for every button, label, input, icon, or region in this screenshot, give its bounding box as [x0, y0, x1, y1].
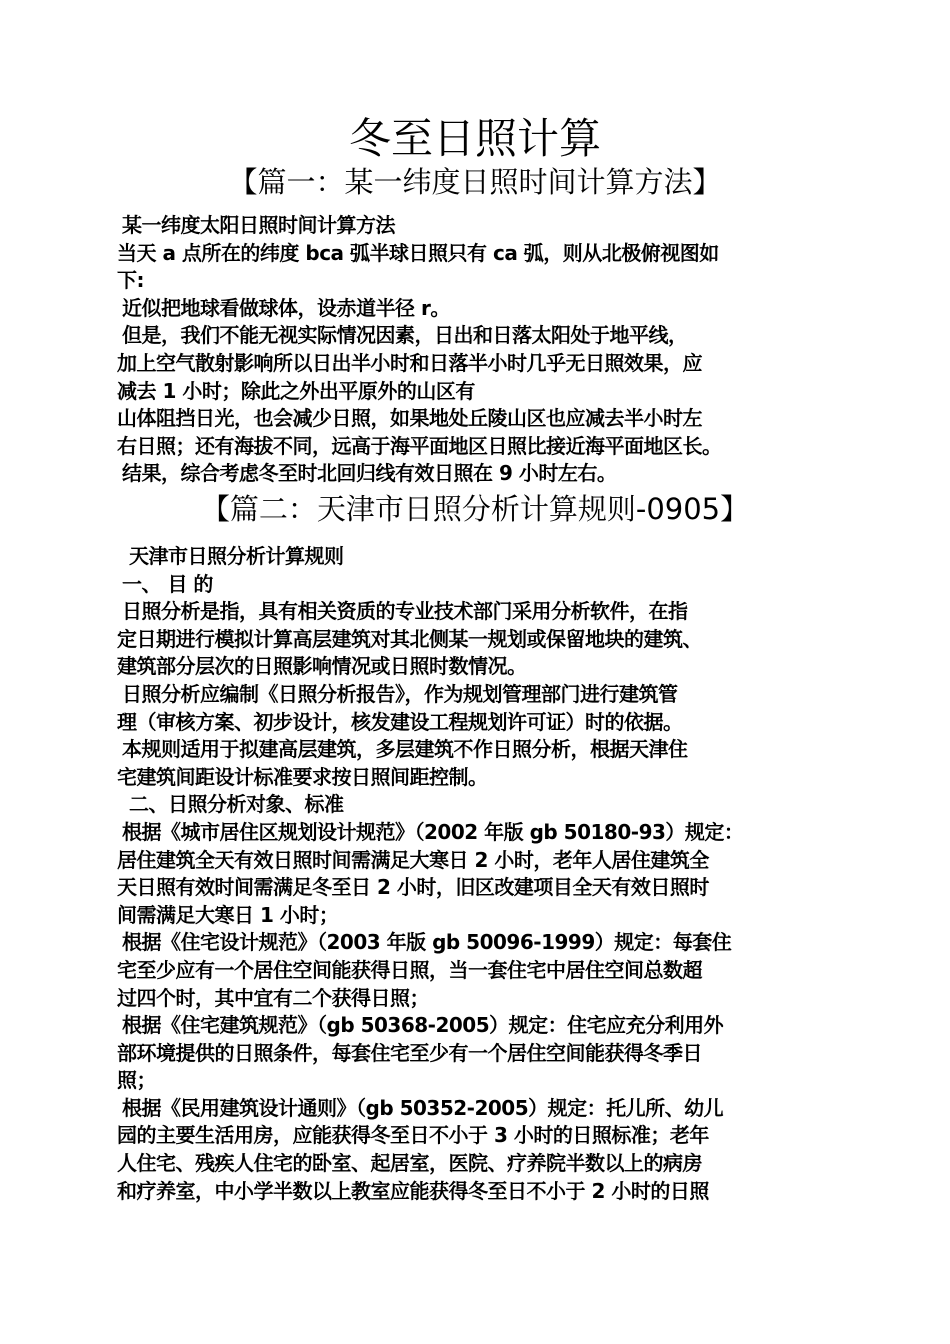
text-line: 根据《住宅建筑规范》（gb 50368-2005）规定：住宅应充分利用外	[122, 1013, 724, 1038]
text-line: 和疗养室，中小学半数以上教室应能获得冬至日不小于 2 小时的日照	[117, 1178, 709, 1203]
text-line: 根据《住宅设计规范》（2003 年版 gb 50096-1999）规定：每套住	[122, 930, 732, 955]
text-line: 人住宅、残疾人住宅的卧室、起居室，医院、疗养院半数以上的病房	[117, 1151, 702, 1176]
section-1-heading: 【篇一：某一纬度日照时间计算方法】	[228, 165, 722, 199]
text-line: 宅建筑间距设计标准要求按日照间距控制。	[117, 764, 488, 789]
text-line: 但是，我们不能无视实际情况因素，日出和日落太阳处于地平线，	[122, 323, 688, 348]
text-line: 居住建筑全天有效日照时间需满足大寒日 2 小时，老年人居住建筑全	[117, 847, 709, 872]
section-2-heading: 【篇二：天津市日照分析计算规则-0905】	[200, 492, 750, 526]
text-line: 过四个时，其中宜有二个获得日照；	[117, 985, 429, 1010]
text-line: 二、日照分析对象、标准	[129, 792, 344, 817]
text-line: 某一纬度太阳日照时间计算方法	[122, 213, 395, 237]
text-line: 山体阻挡日光，也会减少日照，如果地处丘陵山区也应减去半小时左	[117, 406, 702, 431]
section-1-body	[117, 212, 853, 488]
text-line: 下:	[117, 268, 144, 293]
text-line: 理（审核方案、初步设计，核发建设工程规划许可证）时的依据。	[117, 709, 683, 734]
text-line: 日照分析应编制《日照分析报告》，作为规划管理部门进行建筑管	[122, 681, 678, 706]
text-line: 加上空气散射影响所以日出半小时和日落半小时几乎无日照效果，应	[117, 350, 702, 375]
text-line: 结果，综合考虑冬至时北回归线有效日照在 9 小时左右。	[122, 461, 617, 486]
text-line: 当天 a 点所在的纬度 bca 弧半球日照只有 ca 弧，则从北极俯视图如	[117, 240, 719, 265]
text-line: 右日照；还有海拔不同，远高于海平面地区日照比接近海平面地区长。	[117, 433, 722, 458]
text-line: 近似把地球看做球体，设赤道半径 r。	[122, 295, 450, 320]
text-line: 间需满足大寒日 1 小时；	[117, 902, 339, 927]
text-line: 一、 目 的	[122, 571, 213, 596]
text-line: 部环境提供的日照条件，每套住宅至少有一个居住空间能获得冬季日	[117, 1040, 702, 1065]
document-title: 冬至日照计算	[348, 114, 601, 163]
text-line: 根据《城市居住区规划设计规范》（2002 年版 gb 50180-93）规定：	[122, 819, 744, 844]
text-line: 定日期进行模拟计算高层建筑对其北侧某一规划或保留地块的建筑、	[117, 626, 702, 651]
text-line: 宅至少应有一个居住空间能获得日照，当一套住宅中居住空间总数超	[117, 957, 702, 982]
text-line: 天津市日照分析计算规则	[129, 544, 344, 568]
text-line: 本规则适用于拟建高层建筑，多层建筑不作日照分析，根据天津住	[122, 737, 688, 762]
text-line: 日照分析是指，具有相关资质的专业技术部门采用分析软件，在指	[122, 599, 688, 624]
text-line: 建筑部分层次的日照影响情况或日照时数情况。	[117, 654, 527, 679]
section-2-body	[117, 543, 853, 1205]
text-line: 减去 1 小时；除此之外出平原外的山区有	[117, 378, 475, 403]
text-line: 照；	[117, 1068, 156, 1093]
text-line: 园的主要生活用房，应能获得冬至日不小于 3 小时的日照标准；老年	[117, 1123, 709, 1148]
text-line: 天日照有效时间需满足冬至日 2 小时，旧区改建项目全天有效日照时	[117, 875, 709, 900]
text-line: 根据《民用建筑设计通则》（gb 50352-2005）规定：托儿所、幼儿	[122, 1095, 724, 1120]
